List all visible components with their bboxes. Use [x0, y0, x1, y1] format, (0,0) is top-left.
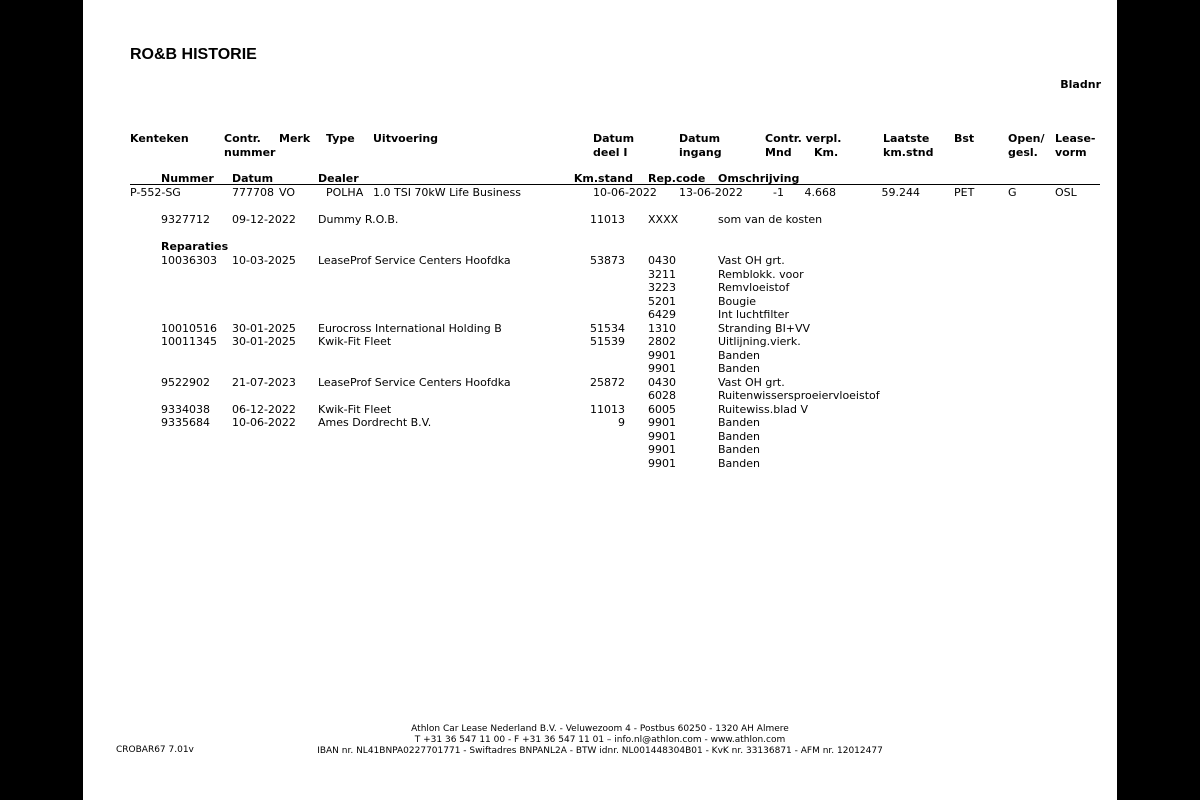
row-dealer: Kwik-Fit Fleet — [318, 335, 392, 348]
vehicle-km: 4.668 — [804, 186, 836, 199]
summary-nummer: 9327712 — [161, 213, 210, 226]
subheader-datum: Datum — [232, 172, 274, 185]
table-row — [83, 335, 1117, 349]
header-bst: Bst — [954, 132, 975, 145]
table-row — [83, 349, 1117, 363]
row-omschrijving: Banden — [718, 456, 760, 470]
row-repcode: 9901 — [648, 416, 676, 429]
row-omschrijving: Vast OH grt. — [718, 254, 785, 267]
row-nummer: 10036303 — [161, 254, 217, 267]
table-row — [83, 457, 1117, 471]
vehicle-leasevorm: OSL — [1055, 186, 1077, 199]
header-ingang: ingang — [679, 145, 722, 159]
header-datum-ingang: Datum — [679, 132, 721, 145]
header-uitvoering: Uitvoering — [373, 132, 439, 145]
header-vorm: vorm — [1055, 145, 1087, 159]
row-datum: 10-03-2025 — [232, 254, 296, 267]
row-repcode: 6005 — [648, 402, 676, 416]
row-datum: 10-06-2022 — [232, 416, 296, 429]
vehicle-bst: PET — [954, 186, 975, 199]
vehicle-datum-ingang: 13-06-2022 — [679, 186, 743, 199]
header-kmstnd: km.stnd — [883, 145, 934, 159]
row-repcode: 9901 — [648, 443, 676, 456]
row-repcode: 9901 — [648, 429, 676, 443]
row-repcode: 0430 — [648, 254, 676, 267]
summary-dealer: Dummy R.O.B. — [318, 213, 399, 226]
header-km: Km. — [814, 145, 839, 159]
row-omschrijving: Ruitewiss.blad V — [718, 402, 809, 416]
subheader-omschrijving: Omschrijving — [718, 172, 800, 185]
row-omschrijving: Remvloeistof — [718, 281, 790, 294]
header-deel: deel I — [593, 145, 628, 159]
header-datum-deel: Datum — [593, 132, 635, 145]
vehicle-datum-deel: 10-06-2022 — [593, 186, 657, 199]
row-dealer: Eurocross International Holding B — [318, 321, 502, 335]
row-repcode: 9901 — [648, 362, 676, 375]
row-kmstand: 53873 — [590, 254, 625, 267]
row-nummer: 9334038 — [161, 402, 210, 416]
header-contr: Contr. — [224, 132, 261, 145]
footer-bank-line: IBAN nr. NL41BNPA0227701771 - Swiftadres BNPANL2A - BTW idnr. NL001448304B01 - KvK nr. 33136871 - AFM nr. 12012477 — [317, 746, 883, 756]
vehicle-mnd: -1 — [773, 186, 784, 199]
table-row — [83, 268, 1117, 282]
row-repcode: 2802 — [648, 335, 676, 348]
footer-contact-line: T +31 36 547 11 00 - F +31 36 547 11 01 – info.nl@athlon.com - www.athlon.com — [414, 735, 786, 745]
row-omschrijving: Vast OH grt. — [718, 375, 785, 389]
vehicle-type: POLHA — [326, 186, 364, 199]
table-row — [83, 443, 1117, 457]
document-page — [83, 0, 1117, 800]
subheader-nummer: Nummer — [161, 172, 214, 185]
row-repcode: 0430 — [648, 375, 676, 389]
header-divider — [130, 184, 1100, 185]
row-dealer: LeaseProf Service Centers Hoofdka — [318, 254, 511, 267]
header-contr-verpl: Contr. verpl. — [765, 132, 842, 145]
row-nummer: 10010516 — [161, 321, 217, 335]
row-repcode: 9901 — [648, 456, 676, 470]
row-omschrijving: Banden — [718, 429, 760, 443]
footer-company-line: Athlon Car Lease Nederland B.V. - Veluwezoom 4 - Postbus 60250 - 1320 AH Almere — [411, 724, 789, 734]
row-kmstand: 51539 — [590, 335, 625, 348]
header-kenteken: Kenteken — [130, 132, 189, 145]
subheader-dealer: Dealer — [318, 172, 359, 185]
table-row — [83, 295, 1117, 309]
vehicle-merk: VO — [279, 186, 295, 199]
row-omschrijving: Banden — [718, 443, 760, 456]
row-omschrijving: Banden — [718, 348, 760, 362]
vehicle-laatste-km: 59.244 — [881, 186, 920, 199]
row-repcode: 5201 — [648, 294, 676, 308]
row-dealer: Ames Dordrecht B.V. — [318, 416, 432, 429]
footer-report-code: CROBAR67 7.01v — [116, 745, 194, 755]
header-lease: Lease- — [1055, 132, 1096, 145]
row-omschrijving: Bougie — [718, 294, 757, 308]
summary-kmstand: 11013 — [590, 213, 625, 226]
table-row — [83, 322, 1117, 336]
row-dealer: LeaseProf Service Centers Hoofdka — [318, 375, 511, 389]
row-omschrijving: Stranding BI+VV — [718, 321, 811, 335]
row-nummer: 9522902 — [161, 375, 210, 389]
summary-repcode: XXXX — [648, 213, 679, 226]
row-repcode: 3211 — [648, 267, 676, 281]
header-laatste: Laatste — [883, 132, 930, 145]
table-row — [83, 281, 1117, 295]
row-datum: 30-01-2025 — [232, 335, 296, 348]
row-kmstand: 11013 — [590, 402, 625, 416]
table-row — [83, 362, 1117, 376]
header-nummer: nummer — [224, 145, 276, 159]
row-kmstand: 51534 — [590, 321, 625, 335]
table-row — [83, 416, 1117, 430]
row-repcode: 1310 — [648, 321, 676, 335]
row-omschrijving: Int luchtfilter — [718, 308, 789, 321]
row-repcode: 9901 — [648, 348, 676, 362]
vehicle-open: G — [1008, 186, 1017, 199]
table-row — [83, 389, 1117, 403]
row-dealer: Kwik-Fit Fleet — [318, 402, 392, 416]
header-type: Type — [326, 132, 355, 145]
subheader-kmstand: Km.stand — [573, 172, 633, 185]
row-omschrijving: Ruitenwissersproeiervloeistof — [718, 389, 880, 402]
row-nummer: 10011345 — [161, 335, 217, 348]
row-omschrijving: Uitlijning.vierk. — [718, 335, 801, 348]
page-number-label: Bladnr — [1060, 78, 1101, 91]
table-row — [83, 376, 1117, 390]
table-row — [83, 430, 1117, 444]
row-nummer: 9335684 — [161, 416, 210, 429]
row-omschrijving: Banden — [718, 416, 760, 429]
row-repcode: 3223 — [648, 281, 676, 294]
row-kmstand: 25872 — [590, 375, 625, 389]
table-row — [83, 308, 1117, 322]
table-row — [83, 403, 1117, 417]
row-repcode: 6028 — [648, 389, 676, 402]
header-merk: Merk — [279, 132, 311, 145]
header-gesl: gesl. — [1008, 145, 1038, 159]
vehicle-contract: 777708 — [232, 186, 274, 199]
row-repcode: 6429 — [648, 308, 676, 321]
header-mnd: Mnd — [765, 145, 792, 159]
header-open: Open/ — [1008, 132, 1045, 145]
row-datum: 06-12-2022 — [232, 402, 296, 416]
row-datum: 30-01-2025 — [232, 321, 296, 335]
row-omschrijving: Banden — [718, 362, 760, 375]
vehicle-uitvoering: 1.0 TSI 70kW Life Business — [373, 186, 522, 199]
row-datum: 21-07-2023 — [232, 375, 296, 389]
subheader-repcode: Rep.code — [648, 172, 706, 185]
reparaties-heading: Reparaties — [161, 240, 229, 253]
summary-omschrijving: som van de kosten — [718, 213, 823, 226]
page-title: RO&B HISTORIE — [130, 46, 257, 63]
table-row — [83, 254, 1117, 268]
summary-datum: 09-12-2022 — [232, 213, 296, 226]
row-kmstand: 9 — [618, 416, 625, 429]
row-omschrijving: Remblokk. voor — [718, 267, 804, 281]
vehicle-kenteken: P-552-SG — [130, 186, 181, 199]
